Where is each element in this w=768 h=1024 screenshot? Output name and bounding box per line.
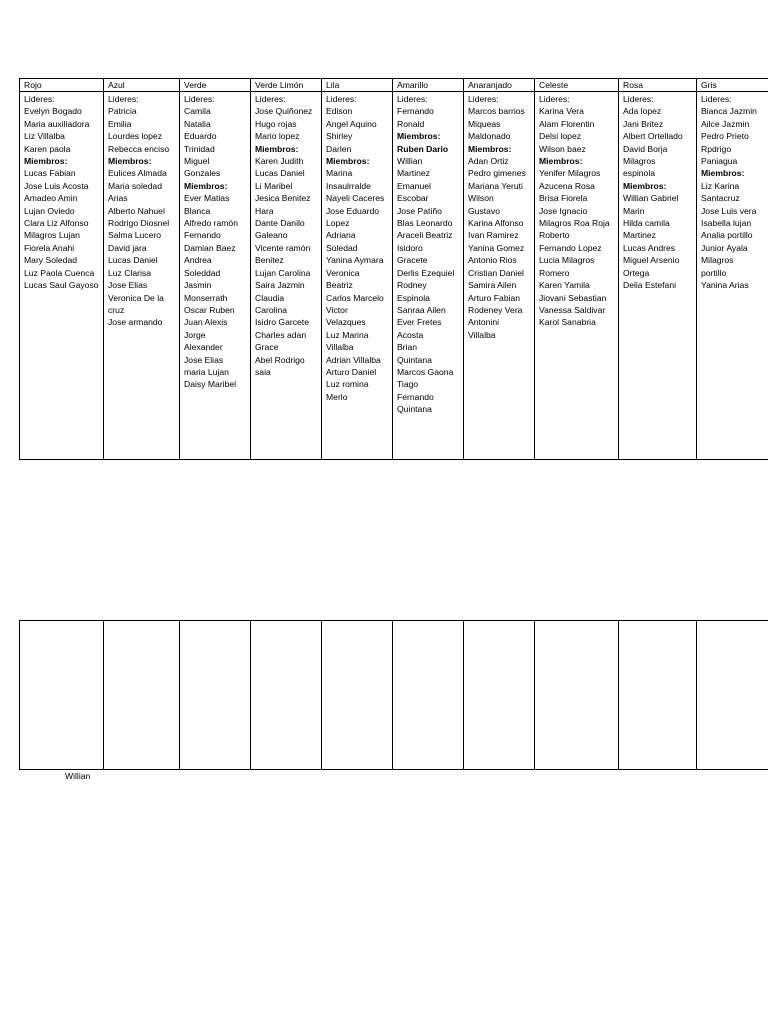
member-line: Lucas Daniel [108, 255, 158, 266]
member-line: Delsi lopez [539, 131, 582, 142]
member-line: Victor [326, 304, 348, 315]
member-line: Junior Ayala [701, 242, 748, 253]
team-members-row [20, 92, 768, 460]
member-line: Camila [184, 106, 211, 117]
member-line: maria Lujan [184, 366, 229, 377]
member-line: Vicente ramón [255, 242, 311, 253]
team-members-cell [104, 92, 180, 460]
member-line: Hara [255, 205, 274, 216]
team-members-cell [535, 92, 619, 460]
member-line: Gracete [397, 255, 428, 266]
member-line: Marcos Gaona [397, 366, 454, 377]
member-line: Karen Judith [255, 156, 304, 167]
member-line: Jose Eduardo [326, 205, 380, 216]
member-line: Jani Britez [623, 118, 664, 129]
team-members-cell [619, 92, 697, 460]
member-line: Villalba [468, 329, 496, 340]
member-line: Marcos barrios [468, 106, 525, 117]
member-line: Milagros Roa Roja [539, 218, 610, 229]
member-line: Benitez [255, 255, 284, 266]
member-line: Karina Vera [539, 106, 584, 117]
member-line: Willian Gabriel [623, 193, 679, 204]
member-line: Ruben Dario [397, 143, 449, 154]
member-line: Ailce Jazmin [701, 118, 750, 129]
member-line: Quintana [397, 404, 432, 415]
member-line: Luz Marina [326, 329, 369, 340]
member-line: Ever Fretes [397, 317, 442, 328]
team-members-cell [251, 92, 322, 460]
member-line: Jose Luis Acosta [24, 180, 89, 191]
member-line: Milagros Lujan [24, 230, 80, 241]
team-header: Rosa [619, 79, 697, 92]
member-line: espinola [623, 168, 656, 179]
member-line: Jasmin [184, 280, 212, 291]
member-line: Miqueas [468, 118, 501, 129]
member-line: Rodrigo Diosnel [108, 218, 170, 229]
member-line: Vanessa Saldivar [539, 304, 606, 315]
team-header: Lila [322, 79, 393, 92]
member-line: Lideres: [326, 94, 357, 104]
member-line: Lucas Saul Gayoso [24, 280, 99, 291]
member-line: Ada lopez [623, 106, 662, 117]
member-line: Andrea [184, 255, 212, 266]
member-line: Juan Alexis [184, 317, 228, 328]
member-line: Marina [326, 168, 353, 179]
member-line: Albert Ortellado [623, 131, 683, 142]
member-line: Nayeli Caceres [326, 193, 385, 204]
member-line: Maria soledad [108, 180, 162, 191]
member-line: Gonzales [184, 168, 221, 179]
member-line: Eduardo [184, 131, 217, 142]
member-line: Antonini [468, 317, 500, 328]
member-line: Lideres: [24, 94, 55, 104]
member-line: Roberto [539, 230, 570, 241]
member-line: Lucas Daniel [255, 168, 305, 179]
member-line: Adrian Villalba [326, 354, 381, 365]
member-line: Bianca Jazmin [701, 106, 757, 117]
member-line: Lourdes lopez [108, 131, 162, 142]
footer-note: Willian [65, 771, 91, 781]
member-line: Willian [397, 156, 423, 167]
member-line: Rodney [397, 280, 427, 291]
member-line: Lopez [326, 218, 350, 229]
member-line: Hugo rojas [255, 118, 297, 129]
member-line: Ever Matias [184, 193, 230, 204]
team-members-cell [20, 92, 104, 460]
member-line: Velazques [326, 317, 366, 328]
member-line: Shirley [326, 131, 353, 142]
member-line: Alberto Nahuel [108, 205, 165, 216]
member-line: Fernando [397, 391, 434, 402]
member-line: Jose Elias [184, 354, 224, 365]
member-line: Karen Yamila [539, 280, 590, 291]
member-line: Lideres: [701, 94, 732, 104]
member-line: Insaulrralde [326, 180, 371, 191]
member-line: Miguel [184, 156, 210, 167]
team-header: Amarillo [393, 79, 464, 92]
member-line: Martinez [397, 168, 430, 179]
member-line: Emanuel [397, 180, 431, 191]
member-line: David jara [108, 242, 147, 253]
member-line: Miembros: [255, 143, 299, 154]
member-line: saia [255, 366, 271, 377]
member-line: Luz romina [326, 379, 369, 390]
member-line: Araceli Beatriz [397, 230, 453, 241]
member-line: Miembros: [701, 168, 745, 179]
member-line: Lideres: [539, 94, 570, 104]
member-line: Romero [539, 267, 570, 278]
empty-cell [464, 621, 535, 770]
member-line: Edison [326, 106, 353, 117]
member-line: Jose Quiñonez [255, 106, 313, 117]
member-line: Amadeo Amin [24, 193, 78, 204]
member-line: Jiovani Sebastian [539, 292, 607, 303]
empty-row [20, 621, 768, 770]
member-line: Lideres: [397, 94, 428, 104]
member-line: Acosta [397, 329, 424, 340]
empty-cell [393, 621, 464, 770]
member-line: Maldonado [468, 131, 511, 142]
member-line: Lideres: [108, 94, 139, 104]
member-line: Natalia [184, 118, 211, 129]
member-line: Lideres: [255, 94, 286, 104]
member-line: Arturo Daniel [326, 366, 377, 377]
member-line: Patricia [108, 106, 137, 117]
team-header: Rojo [20, 79, 104, 92]
member-line: Miembros: [623, 180, 667, 191]
empty-cell [180, 621, 251, 770]
member-line: Karina Alfonso [468, 218, 524, 229]
member-line: Analia portillo [701, 230, 753, 241]
member-line: Grace [255, 342, 279, 353]
member-line: Lujan Carolina [255, 267, 311, 278]
member-line: Mario lopez [255, 131, 300, 142]
member-line: Jose armando [108, 317, 163, 328]
member-line: Luz Clarisa [108, 267, 151, 278]
member-line: Wilson [468, 193, 494, 204]
member-line: Hilda camila [623, 218, 670, 229]
member-line: Ronald [397, 118, 425, 129]
member-line: Clara Liz Alfonso [24, 218, 89, 229]
member-line: Fiorela Anahi [24, 242, 75, 253]
member-line: Maria auxiliadora [24, 118, 90, 129]
member-line: Liz Villalba [24, 131, 65, 142]
member-line: Yenifer Milagros [539, 168, 601, 179]
member-line: Lujan Oviedo [24, 205, 75, 216]
member-line: Soledad [326, 242, 358, 253]
member-line: Samira Ailen [468, 280, 517, 291]
member-line: Jorge [184, 329, 206, 340]
member-line: Mary Soledad [24, 255, 78, 266]
member-line: Antonio Rios [468, 255, 517, 266]
member-line: Isabella lujan [701, 218, 752, 229]
teams-table [19, 78, 768, 460]
member-line: Fernando [397, 106, 434, 117]
member-line: Delia Estefani [623, 280, 677, 291]
member-line: portillo [701, 267, 727, 278]
empty-cell [20, 621, 104, 770]
member-line: Adriana [326, 230, 356, 241]
member-line: Adan Ortiz [468, 156, 509, 167]
member-line: Alexander [184, 342, 223, 353]
member-line: Salma Lucero [108, 230, 162, 241]
member-line: Pedro Prieto [701, 131, 749, 142]
member-line: Soleddad [184, 267, 221, 278]
member-line: Miembros: [184, 180, 228, 191]
team-header: Celeste [535, 79, 619, 92]
team-header-row [20, 79, 768, 92]
empty-cell [251, 621, 322, 770]
member-line: Oscar Ruben [184, 304, 235, 315]
member-line: Jose Patiño [397, 205, 442, 216]
member-line: Espinola [397, 292, 430, 303]
empty-cell [535, 621, 619, 770]
member-line: Darlen [326, 143, 352, 154]
member-line: Rebecca enciso [108, 143, 170, 154]
member-line: Evelyn Bogado [24, 106, 82, 117]
member-line: Alfredo ramón [184, 218, 238, 229]
member-line: Miembros: [108, 156, 152, 167]
member-line: Pedro gimenes [468, 168, 526, 179]
member-line: Daisy Maribel [184, 379, 237, 390]
member-line: Eulices Almada [108, 168, 167, 179]
member-line: Derlis Ezequiel [397, 267, 455, 278]
empty-cell [104, 621, 180, 770]
member-line: Lucas Andres [623, 242, 676, 253]
member-line: Gustavo [468, 205, 501, 216]
member-line: Milagros [623, 156, 656, 167]
member-line: Karol Sanabria [539, 317, 596, 328]
team-header: Verde Limón [251, 79, 322, 92]
member-line: Jesica Benitez [255, 193, 311, 204]
member-line: Merlo [326, 391, 348, 402]
member-line: Lucia Milagros [539, 255, 595, 266]
member-line: Villalba [326, 342, 354, 353]
member-line: Paniagua [701, 156, 738, 167]
member-line: Veronica De la [108, 292, 164, 303]
member-line: Claudia [255, 292, 285, 303]
member-line: Isidro Garcete [255, 317, 309, 328]
member-line: Jose Luis vera [701, 205, 757, 216]
member-line: Mariana Yeruti [468, 180, 523, 191]
member-line: Dante Danilo [255, 218, 305, 229]
member-line: Li Maribel [255, 180, 293, 191]
member-line: Fernando Lopez [539, 242, 602, 253]
member-line: Emilia [108, 118, 132, 129]
member-line: Damian Baez [184, 242, 236, 253]
team-members-cell [697, 92, 768, 460]
member-line: Trinidad [184, 143, 215, 154]
member-line: Sanraa Ailen [397, 304, 446, 315]
member-line: Yanina Aymara [326, 255, 384, 266]
member-line: Fernando [184, 230, 221, 241]
member-line: Miembros: [24, 156, 68, 167]
team-header: Azul [104, 79, 180, 92]
member-line: Rodeney Vera [468, 304, 523, 315]
member-line: Cristian Daniel [468, 267, 524, 278]
member-line: Alam Florentin [539, 118, 595, 129]
member-line: Wilson baez [539, 143, 586, 154]
member-line: Veronica [326, 267, 360, 278]
empty-cell [322, 621, 393, 770]
member-line: Luz Paola Cuenca [24, 267, 95, 278]
member-line: Escobar [397, 193, 429, 204]
member-line: Angel Aquino [326, 118, 377, 129]
member-line: Blas Leonardo [397, 218, 453, 229]
member-line: Jose Elias [108, 280, 148, 291]
member-line: Tiago [397, 379, 419, 390]
member-line: Lideres: [468, 94, 499, 104]
member-line: Santacruz [701, 193, 740, 204]
empty-cell [697, 621, 768, 770]
member-line: Ivan Ramirez [468, 230, 519, 241]
member-line: Isidoro [397, 242, 423, 253]
team-header: Gris [697, 79, 768, 92]
empty-cell [619, 621, 697, 770]
member-line: Martinez [623, 230, 656, 241]
team-members-cell [464, 92, 535, 460]
member-line: Miembros: [326, 156, 370, 167]
member-line: Azucena Rosa [539, 180, 595, 191]
member-line: Monserrath [184, 292, 228, 303]
member-line: Miembros: [539, 156, 583, 167]
member-line: Miembros: [468, 143, 512, 154]
member-line: Lideres: [184, 94, 215, 104]
member-line: Arias [108, 193, 128, 204]
team-header: Verde [180, 79, 251, 92]
member-line: Brisa Fiorela [539, 193, 588, 204]
member-line: Lucas Fabian [24, 168, 76, 179]
team-header: Anaranjado [464, 79, 535, 92]
member-line: Brian [397, 342, 418, 353]
member-line: Ortega [623, 267, 650, 278]
team-members-cell [393, 92, 464, 460]
member-line: Yanina Gomez [468, 242, 525, 253]
member-line: Beatriz [326, 280, 353, 291]
member-line: cruz [108, 304, 125, 315]
member-line: Jose Ignacio [539, 205, 588, 216]
member-line: Miembros: [397, 131, 441, 142]
member-line: Karen paola [24, 143, 71, 154]
member-line: Yanina Arias [701, 280, 749, 291]
member-line: Abel Rodrigo [255, 354, 305, 365]
member-line: Carolina [255, 304, 288, 315]
member-line: Saira Jazmin [255, 280, 305, 291]
member-line: Lideres: [623, 94, 654, 104]
team-members-cell [180, 92, 251, 460]
member-line: Miguel Arsenio [623, 255, 680, 266]
member-line: Milagros [701, 255, 734, 266]
member-line: Liz Karina [701, 180, 740, 191]
member-line: Galeano [255, 230, 288, 241]
member-line: Rpdrigo [701, 143, 732, 154]
member-line: David Borja [623, 143, 668, 154]
member-line: Carlos Marcelo [326, 292, 384, 303]
member-line: Blanca [184, 205, 211, 216]
member-line: Arturo Fabian [468, 292, 521, 303]
empty-grid-table [19, 620, 768, 770]
member-line: Marin [623, 205, 645, 216]
member-line: Charles adan [255, 329, 307, 340]
team-members-cell [322, 92, 393, 460]
member-line: Quintana [397, 354, 432, 365]
